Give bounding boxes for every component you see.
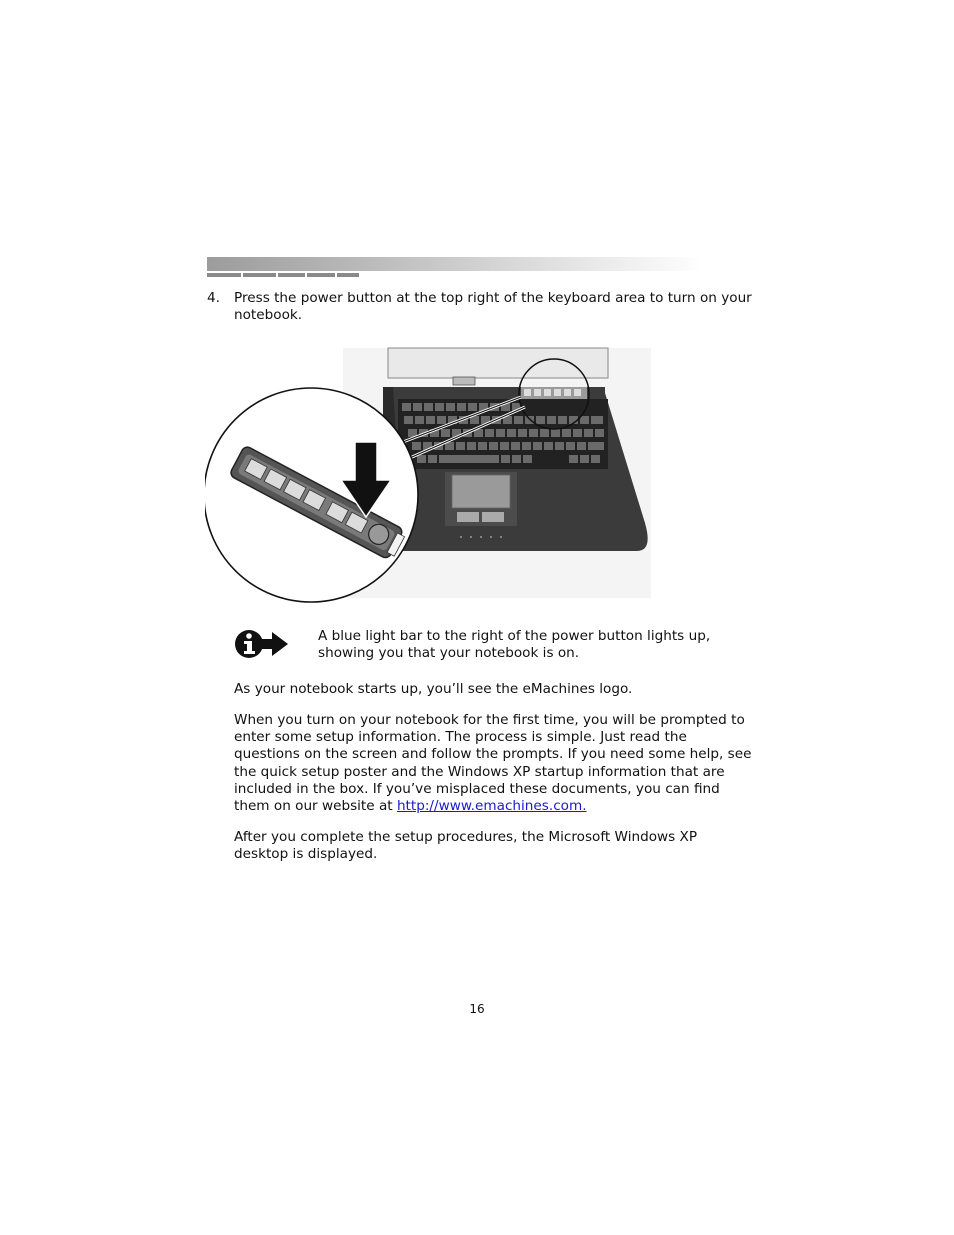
step-instruction: Press the power button at the top right of the keyboard area to turn on your notebook. — [234, 290, 752, 324]
info-arrow-icon — [234, 627, 290, 661]
paragraph-setup-text: When you turn on your notebook for the first time, you will be prompted to enter some setup information. The process is simple. Just read the questions on the screen and follow the prompts. If you need some help, see the quick setup poster and the Windows XP startup information that are included in the box. If you’ve misplaced these documents, you can find them on our website at — [234, 712, 752, 815]
paragraph-setup-info — [234, 712, 754, 815]
laptop-power-button-illustration — [205, 345, 660, 605]
page-number: 16 — [469, 1002, 485, 1016]
paragraph-desktop-displayed: After you complete the setup procedures, the Microsoft Windows XP desktop is displayed. — [234, 829, 698, 863]
emachines-website-link[interactable]: http://www.emachines.com. — [396, 798, 587, 815]
paragraph-startup-logo: As your notebook starts up, you’ll see the eMachines logo. — [234, 681, 633, 697]
header-gradient-bar — [207, 257, 705, 271]
note-text: A blue light bar to the right of the power button lights up, showing you that your notebook is on. — [318, 628, 711, 662]
step-number: 4. — [207, 290, 220, 306]
